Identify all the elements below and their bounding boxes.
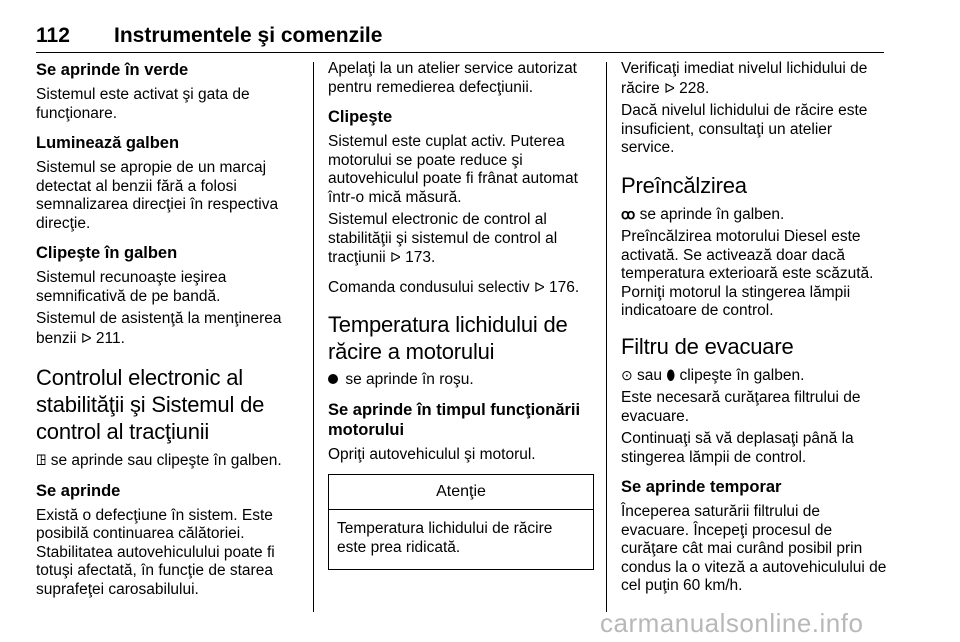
heading-se-aprinde: Se aprinde <box>36 481 121 500</box>
exhaust-pipe-icon: ⬮ <box>666 366 676 383</box>
heading-clipeste: Clipeşte <box>328 108 393 126</box>
page-reference[interactable]: 176 <box>549 278 575 296</box>
paragraph: Preîncălzirea motorului Diesel este activată. Se activează doar dacă temperatura exterioară este scăzută. Porniţi motorul la stingerea lămpii indicatoare de control. <box>621 228 874 319</box>
page-header <box>36 22 884 53</box>
paragraph: Este necesară curăţarea filtrului de evacuare. <box>621 389 861 425</box>
reference-arrow-icon: ᐅ <box>80 329 92 346</box>
warning-title: Atenţie <box>329 475 593 510</box>
reference-arrow-icon: ᐅ <box>664 79 675 96</box>
paragraph-text: se aprinde în galben. <box>639 205 785 223</box>
heading-se-aprinde-temporar: Se aprinde temporar <box>621 478 782 496</box>
coolant-temp-warning-icon <box>328 374 338 384</box>
paragraph: Există o defecţiune în sistem. Este posibilă continuarea călătoriei. Stabilitatea autovehiculului poate fi totuşi afectată, în funcţie de starea suprafeţei carosabilului. <box>36 506 275 598</box>
page-reference[interactable]: 211 <box>95 329 121 347</box>
paragraph-text: se aprinde sau clipeşte în galben. <box>50 452 282 469</box>
paragraph: Sistemul se apropie de un marcaj detectat al benzii fără a folosi semnalizarea direcţiei în respectiva direcţie. <box>36 159 279 232</box>
paragraph: Apelaţi la un atelier service autorizat pentru remedierea defecţiunii. <box>328 60 577 96</box>
paragraph-with-reference: Sistemul de asistenţă la menţinerea benzii ᐅ 211. <box>36 310 282 347</box>
column-1 <box>36 60 298 609</box>
paragraph: Dacă nivelul lichidului de răcire este insuficient, consultaţi un atelier service. <box>621 102 868 156</box>
paragraph-with-reference: Sistemul electronic de control al stabilităţii şi sistemul de control al tracţiunii ᐅ 173. <box>328 211 558 266</box>
page-reference[interactable]: 173 <box>405 249 431 266</box>
heading-se-aprinde-verde: Se aprinde în verde <box>36 61 189 79</box>
paragraph-text: Sistemul de asistenţă la menţinerea benzii <box>36 310 282 347</box>
paragraph: Începerea saturării filtrului de evacuare. Începeţi procesul de curăţare cât mai curând posibil prin condus la o viteză a autovehiculului de cel puţin 60 km/h. <box>621 503 887 594</box>
paragraph: Sistemul este activat şi gata de funcţionare. <box>36 86 250 122</box>
heading-timpul-functionarii: Se aprinde în timpul funcţionării motorului <box>328 400 581 439</box>
column-2 <box>328 60 594 570</box>
warning-text: Temperatura lichidului de răcire este prea ridicată. <box>337 520 553 556</box>
paragraph-text: clipeşte în galben. <box>679 366 805 384</box>
section-title-esc: Controlul electronic al stabilităţii şi Sistemul de control al tracţiunii <box>36 365 265 444</box>
paragraph: Sistemul este cuplat activ. Puterea motorului se poate reduce şi autovehiculul poate fi frânat automat într-o mică măsură. <box>328 133 578 206</box>
paragraph-text: se aprinde în roşu. <box>345 371 474 388</box>
paragraph: Continuaţi să vă deplasaţi până la stingerea lămpii de control. <box>621 430 854 466</box>
reference-arrow-icon: ᐅ <box>390 249 401 265</box>
paragraph-text: Verificaţi imediat nivelul lichidului de răcire <box>621 60 868 97</box>
section-title-filtru: Filtru de evacuare <box>621 333 794 359</box>
reference-arrow-icon: ᐅ <box>533 278 545 295</box>
paragraph-text: Comanda condusului selectiv <box>328 278 530 296</box>
paragraph-with-icon <box>621 205 889 225</box>
section-title-coolant-temp: Temperatura lichidului de răcire a motorului <box>328 312 568 364</box>
glow-plug-icon: ꝏ <box>621 205 636 222</box>
page-number: 112 <box>36 24 70 47</box>
esc-warning-icon: ꖸ <box>36 452 47 468</box>
column-divider <box>313 62 314 612</box>
exhaust-filter-icon: ⊙ <box>621 366 633 383</box>
paragraph-text: sau <box>637 366 663 384</box>
paragraph-text: Sistemul electronic de control al stabilităţii şi sistemul de control al tracţiunii <box>328 211 558 266</box>
column-divider <box>606 62 607 612</box>
warning-box <box>328 474 594 570</box>
heading-lumineaza-galben: Luminează galben <box>36 134 180 152</box>
paragraph-with-icon <box>621 366 889 386</box>
paragraph-with-reference: Verificaţi imediat nivelul lichidului de răcire ᐅ 228. <box>621 60 868 97</box>
page-title: Instrumentele şi comenzile <box>114 24 383 47</box>
section-title-preincalzirea: Preîncălzirea <box>621 172 747 198</box>
heading-clipeste-galben: Clipeşte în galben <box>36 244 178 262</box>
paragraph-with-reference: Comanda condusului selectiv ᐅ 176. <box>328 278 580 296</box>
page-reference[interactable]: 228 <box>679 79 706 97</box>
paragraph-with-icon <box>328 371 594 390</box>
paragraph: Opriţi autovehiculul şi motorul. <box>328 445 536 463</box>
paragraph-with-icon <box>36 451 298 471</box>
column-3 <box>621 60 889 606</box>
watermark: carmanualsonline.info <box>600 608 864 638</box>
paragraph: Sistemul recunoaşte ieşirea semnificativă de pe bandă. <box>36 269 227 305</box>
